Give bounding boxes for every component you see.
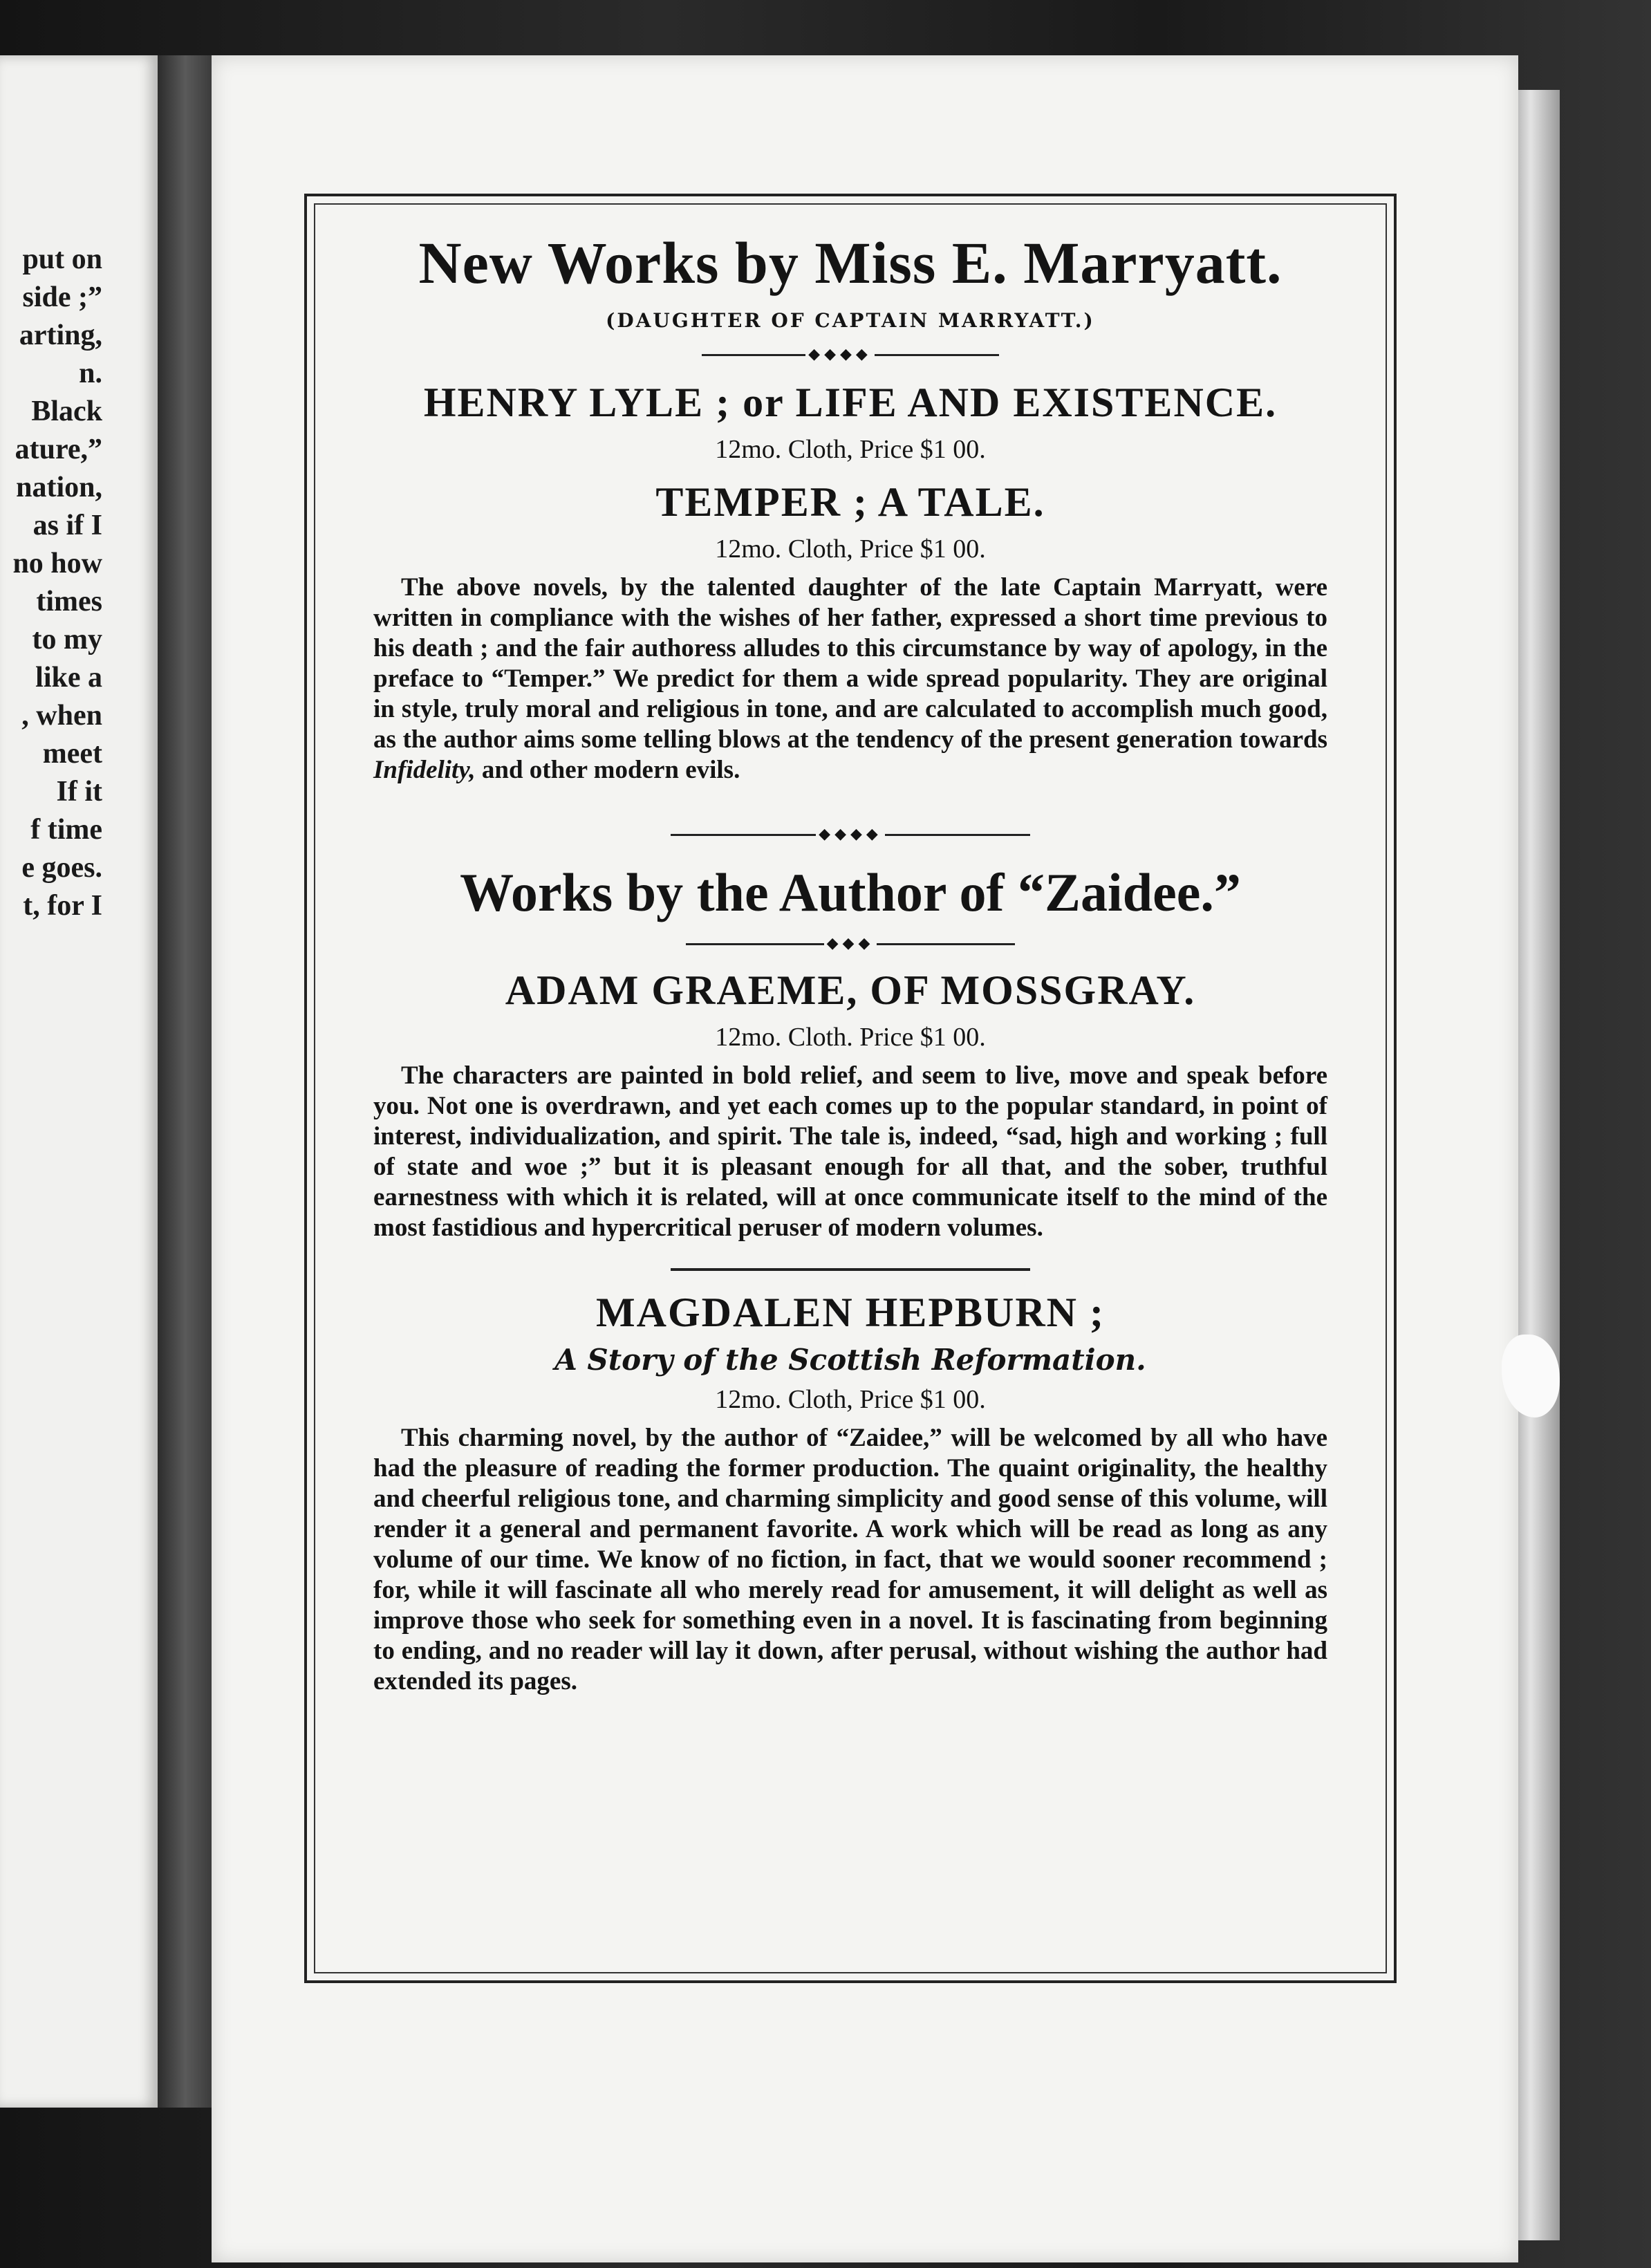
previous-page-line: as if I	[32, 510, 102, 541]
previous-page-line: meet	[42, 738, 102, 770]
page-edge	[1518, 90, 1560, 2240]
previous-page-line: n.	[79, 357, 102, 389]
previous-page-line: Black	[31, 396, 102, 427]
description-text: The above novels, by the talented daughter of the late Captain Marryatt, were written in compliance with the wishes of her father, expressed a short time previous to his death ; and the fair authoress alludes to this circumstance by way of apology, in the preface to “Temper.” We predict for them a wide spread popularity. They are original in style, truly moral and religious in tone, and are calculated to accomplish much good, as the author aims some telling blows at the tendency of the present generation towards	[373, 573, 1327, 754]
book-price: 12mo. Cloth, Price $1 00.	[715, 535, 986, 564]
book-price: 12mo. Cloth, Price $1 00.	[715, 435, 986, 464]
previous-page-line: arting,	[19, 319, 102, 351]
section-subheading: (DAUGHTER OF CAPTAIN MARRYATT.)	[606, 309, 1095, 332]
previous-page-line: , when	[21, 700, 102, 732]
section-heading-zaidee: Works by the Author of “Zaidee.”	[460, 862, 1241, 922]
ornament-divider: ◆◆◆◆	[373, 347, 1327, 362]
book-price: 12mo. Cloth, Price $1 00.	[715, 1385, 986, 1414]
previous-page-line: to my	[32, 624, 102, 656]
previous-page-line: e goes.	[21, 852, 102, 884]
previous-page-line: like a	[35, 662, 102, 694]
description-paragraph: This charming novel, by the author of “Zaidee,” will be welcomed by all who have had the pleasure of reading the former production. The quaint originality, the healthy and cheerful religious tone, and charming simplicity and good sense of this volume, will render it a general and permanent favorite. A work which will be read as long as any volume of our time. We know of no fiction, in fact, that we would sooner recommend ; for, while it will fascinate all who merely read for amusement, it will delight as well as improve those who seek for something even in a novel. It is fascinating from beginning to ending, and no reader will lay it down, after perusal, without wishing the author had extended its pages.	[373, 1424, 1327, 1695]
section-heading-marryatt: New Works by Miss E. Marryatt.	[418, 230, 1282, 296]
book-subtitle: A Story of the Scottish Reformation.	[554, 1343, 1146, 1377]
book-title-magdalen-hepburn: MAGDALEN HEPBURN ;	[596, 1290, 1105, 1335]
previous-page-line: f time	[30, 814, 102, 846]
ornament-divider: ◆◆◆	[373, 936, 1327, 951]
description-paragraph	[373, 573, 1327, 786]
previous-page-line: ature,”	[15, 434, 102, 465]
previous-page-fragment	[0, 55, 158, 2108]
previous-page-line: times	[36, 586, 102, 617]
previous-page-line: t, for I	[23, 890, 102, 922]
ornament-divider: ◆◆◆◆	[373, 827, 1327, 842]
book-title-temper: TEMPER ; A TALE.	[655, 479, 1045, 525]
advertisement-content	[373, 221, 1327, 1697]
previous-page-line: If it	[56, 776, 102, 808]
description-text: and other modern evils.	[475, 756, 740, 784]
previous-page-line: nation,	[16, 472, 102, 503]
description-italic: Infidelity,	[373, 756, 476, 784]
book-price: 12mo. Cloth. Price $1 00.	[715, 1023, 986, 1052]
previous-page-line: put on	[22, 243, 102, 275]
previous-page-line: no how	[12, 548, 102, 579]
previous-page-text	[0, 241, 102, 925]
section-rule	[671, 1268, 1030, 1271]
book-title-henry-lyle: HENRY LYLE ; or LIFE AND EXISTENCE.	[423, 380, 1278, 425]
book-title-adam-graeme: ADAM GRAEME, OF MOSSGRAY.	[505, 967, 1196, 1013]
description-paragraph: The characters are painted in bold relief, and seem to live, move and speak before you. Not one is overdrawn, and yet each comes up to the popular standard, in point of interest, individualization, and spirit. The tale is, indeed, “sad, high and working ; full of state and woe ;” but it is pleasant enough for all that, and the sober, truthful earnestness with which it is related, will at once communicate itself to the mind of the most fastidious and hypercritical peruser of modern volumes.	[373, 1061, 1327, 1242]
previous-page-line: side ;”	[22, 281, 102, 313]
book-gutter	[158, 55, 213, 2108]
